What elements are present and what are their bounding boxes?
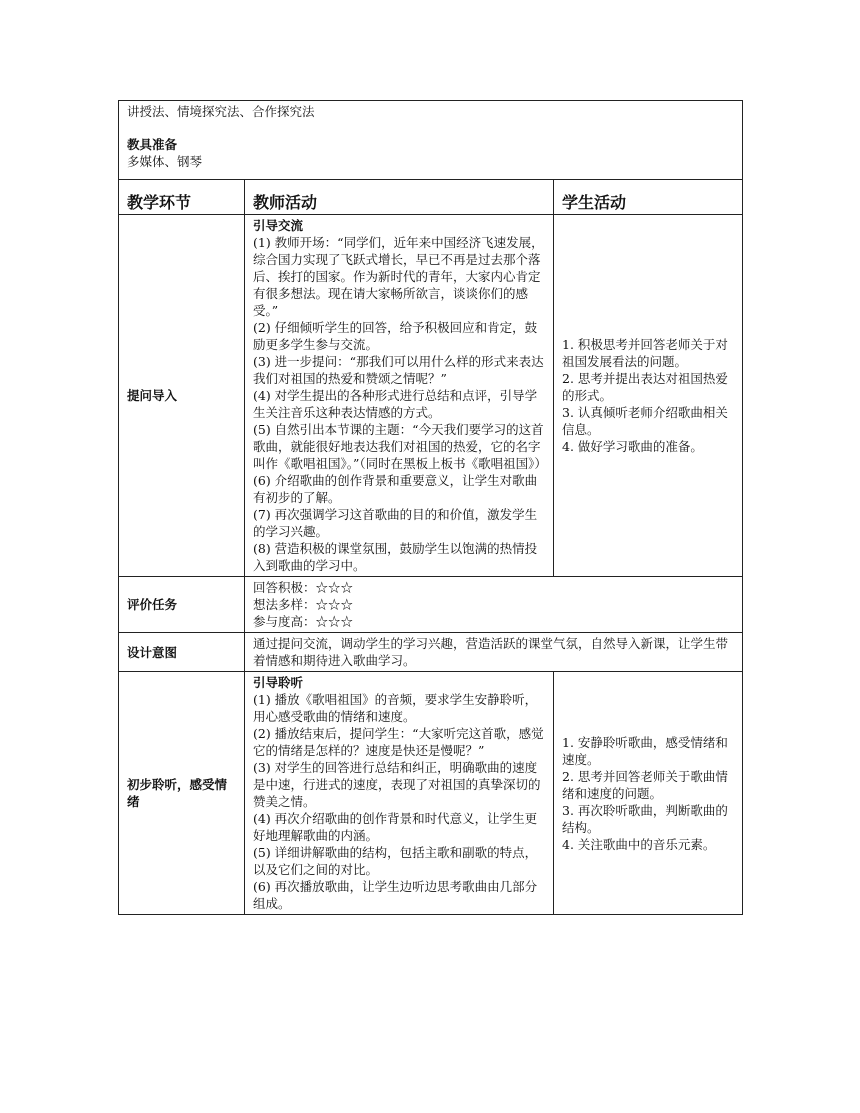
tools-list: 多媒体、钢琴: [127, 154, 203, 169]
evaluation-item: 回答积极：☆☆☆: [253, 580, 354, 595]
row-evaluation: [119, 577, 743, 633]
stage-first-listening: 初步聆听，感受情绪: [119, 672, 245, 915]
teacher-step: (2) 仔细倾听学生的回答，给予积极回应和肯定，鼓励更多学生参与交流。: [253, 320, 538, 352]
stage-question-intro: 提问导入: [119, 215, 245, 577]
evaluation-item: 参与度高：☆☆☆: [253, 614, 354, 629]
lesson-plan-table: [118, 100, 743, 915]
teacher-step: (5) 详细讲解歌曲的结构，包括主歌和副歌的特点，以及它们之间的对比。: [253, 845, 538, 877]
teacher-step: (3) 进一步提问：“那我们可以用什么样的形式来表达我们对祖国的热爱和赞颂之情呢？”: [253, 354, 544, 386]
teacher-step: (1) 播放《歌唱祖国》的音频，要求学生安静聆听，用心感受歌曲的情绪和速度。: [253, 692, 538, 724]
teacher-activity-1: [245, 215, 554, 577]
teacher-step: (6) 介绍歌曲的创作背景和重要意义，让学生对歌曲有初步的了解。: [253, 473, 538, 505]
top-info-row: [119, 101, 743, 180]
student-step: 4. 做好学习歌曲的准备。: [562, 439, 703, 454]
student-step: 1. 积极思考并回答老师关于对祖国发展看法的问题。: [562, 337, 728, 369]
teacher-step: (5) 自然引出本节课的主题：“今天我们要学习的这首歌曲，就能很好地表达我们对祖国的热爱，它的名字叫作《歌唱祖国》。”（同时在黑板上板书《歌唱祖国》）: [253, 422, 547, 471]
student-step: 4. 关注歌曲中的音乐元素。: [562, 836, 716, 852]
tools-heading: 教具准备: [127, 137, 178, 152]
student-step: 3. 再次聆听歌曲，判断歌曲的结构。: [562, 802, 728, 835]
student-activity-2: [554, 672, 743, 915]
teaching-methods: 讲授法、情境探究法、合作探究法: [127, 104, 315, 119]
design-intent-text: 通过提问交流，调动学生的学习兴趣，营造活跃的课堂气氛，自然导入新课，让学生带着情感和期待进入歌曲学习。: [245, 633, 743, 672]
student-step: 2. 思考并回答老师关于歌曲情绪和速度的问题。: [562, 768, 728, 801]
teacher-section-title: 引导聆听: [253, 675, 304, 690]
header-stage: 教学环节: [119, 180, 245, 215]
student-step: 1. 安静聆听歌曲，感受情绪和速度。: [562, 734, 728, 767]
header-student: 学生活动: [554, 180, 743, 215]
teacher-step: (1) 教师开场：“同学们，近年来中国经济飞速发展，综合国力实现了飞跃式增长，早已不再是过去那个落后、挨打的国家。作为新时代的青年，大家内心肯定有很多想法。现在请大家畅所欲言，谈谈你们的感受。”: [253, 235, 544, 318]
row-first-listening: [119, 672, 743, 915]
teacher-step: (6) 再次播放歌曲，让学生边听边思考歌曲由几部分组成。: [253, 879, 538, 911]
evaluation-item: 想法多样：☆☆☆: [253, 597, 354, 612]
student-activity-1: [554, 215, 743, 577]
row-question-intro: [119, 215, 743, 577]
header-teacher: 教师活动: [245, 180, 554, 215]
top-info-cell: [119, 101, 743, 180]
teacher-step: (3) 对学生的回答进行总结和纠正，明确歌曲的速度是中速，行进式的速度，表现了对祖国的真挚深切的赞美之情。: [253, 760, 541, 809]
teacher-step: (4) 对学生提出的各种形式进行总结和点评，引导学生关注音乐这种表达情感的方式。: [253, 388, 538, 420]
teacher-step: (2) 播放结束后，提问学生：“大家听完这首歌，感觉它的情绪是怎样的？速度是快还是慢呢？”: [253, 726, 544, 758]
teacher-section-title: 引导交流: [253, 218, 304, 233]
row-design-intent: [119, 633, 743, 672]
teacher-step: (4) 再次介绍歌曲的创作背景和时代意义，让学生更好地理解歌曲的内涵。: [253, 811, 538, 843]
teacher-activity-2: [245, 672, 554, 915]
header-row: [119, 180, 743, 215]
stage-evaluation: 评价任务: [119, 577, 245, 633]
stage-design-intent: 设计意图: [119, 633, 245, 672]
teacher-step: (8) 营造积极的课堂氛围，鼓励学生以饱满的热情投入到歌曲的学习中。: [253, 541, 538, 573]
evaluation-items: [245, 577, 743, 633]
student-step: 2. 思考并提出表达对祖国热爱的形式。: [562, 371, 728, 403]
student-step: 3. 认真倾听老师介绍歌曲相关信息。: [562, 405, 728, 437]
teacher-step: (7) 再次强调学习这首歌曲的目的和价值，激发学生的学习兴趣。: [253, 507, 538, 539]
